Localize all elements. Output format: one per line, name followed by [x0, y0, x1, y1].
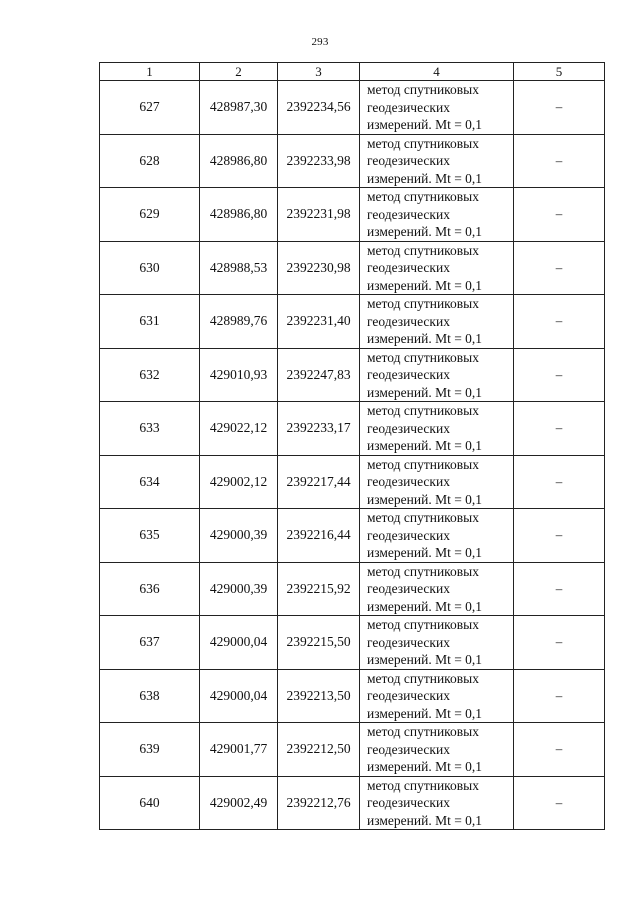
method-line-1: метод спутниковых: [367, 563, 479, 579]
point-number: 636: [100, 562, 200, 616]
method-line-1: метод спутниковых: [367, 349, 479, 365]
point-number: 630: [100, 241, 200, 295]
method-line-3: измерений. Mt = 0,1: [367, 491, 483, 507]
point-number: 633: [100, 402, 200, 456]
method-line-1: метод спутниковых: [367, 724, 479, 739]
method-line-3: измерений. Mt = 0,1: [367, 652, 483, 667]
coordinate-y: 2392216,44: [278, 509, 360, 563]
note: –: [514, 81, 605, 135]
method-line-3: измерений. Mt = 0,1: [367, 117, 483, 132]
method-line-1: метод спутниковых: [367, 403, 479, 418]
point-number: 628: [100, 134, 200, 188]
method-line-1: метод спутниковых: [367, 777, 479, 793]
method-line-1: метод спутниковых: [367, 135, 479, 151]
coordinate-x: 429000,39: [200, 562, 278, 616]
point-number: 635: [100, 509, 200, 563]
note: –: [514, 295, 605, 349]
note: –: [514, 348, 605, 402]
header-row: [100, 63, 605, 81]
method-line-3: измерений. Mt = 0,1: [367, 224, 483, 239]
table-row: [100, 509, 605, 563]
table-row: [100, 669, 605, 723]
method-line-1: метод спутниковых: [367, 617, 479, 632]
point-number: 631: [100, 295, 200, 349]
point-number: 637: [100, 616, 200, 670]
measurement-method: [360, 295, 514, 349]
table-row: [100, 134, 605, 188]
point-number: 627: [100, 81, 200, 135]
coordinate-x: 429001,77: [200, 723, 278, 777]
method-line-2: геодезических: [367, 367, 450, 382]
note: –: [514, 241, 605, 295]
table-row: [100, 241, 605, 295]
method-line-2: геодезических: [367, 741, 450, 757]
measurement-method: [360, 402, 514, 456]
coordinate-y: 2392213,50: [278, 669, 360, 723]
coordinate-x: 429000,39: [200, 509, 278, 563]
coordinate-y: 2392212,50: [278, 723, 360, 777]
method-line-3: измерений. Mt = 0,1: [367, 438, 483, 453]
point-number: 632: [100, 348, 200, 402]
coordinate-y: 2392231,40: [278, 295, 360, 349]
coordinate-y: 2392233,17: [278, 402, 360, 456]
note: –: [514, 188, 605, 242]
coordinate-x: 428988,53: [200, 241, 278, 295]
coordinate-x: 429000,04: [200, 616, 278, 670]
coordinate-x: 429010,93: [200, 348, 278, 402]
coordinate-x: 429002,49: [200, 776, 278, 830]
method-line-2: геодезических: [367, 153, 450, 168]
note: –: [514, 509, 605, 563]
method-line-3: измерений. Mt = 0,1: [367, 170, 483, 186]
method-line-3: измерений. Mt = 0,1: [367, 598, 483, 614]
coordinate-x: 429002,12: [200, 455, 278, 509]
note: –: [514, 669, 605, 723]
point-number: 639: [100, 723, 200, 777]
table-row: [100, 402, 605, 456]
method-line-3: измерений. Mt = 0,1: [367, 705, 483, 721]
method-line-2: геодезических: [367, 581, 450, 596]
method-line-3: измерений. Mt = 0,1: [367, 545, 483, 560]
method-line-2: геодезических: [367, 634, 450, 650]
method-line-1: метод спутниковых: [367, 242, 479, 258]
method-line-1: метод спутниковых: [367, 296, 479, 311]
note: –: [514, 134, 605, 188]
coordinate-y: 2392230,98: [278, 241, 360, 295]
point-number: 638: [100, 669, 200, 723]
note: –: [514, 562, 605, 616]
table-row: [100, 348, 605, 402]
coordinate-x: 429000,04: [200, 669, 278, 723]
table-body: [100, 81, 605, 830]
table-row: [100, 562, 605, 616]
coordinate-y: 2392247,83: [278, 348, 360, 402]
method-line-2: геодезических: [367, 313, 450, 329]
coordinate-y: 2392233,98: [278, 134, 360, 188]
coordinate-x: 428987,30: [200, 81, 278, 135]
header-col-1: 1: [100, 63, 200, 81]
method-line-2: геодезических: [367, 474, 450, 489]
measurement-method: [360, 241, 514, 295]
measurement-method: [360, 616, 514, 670]
note: –: [514, 402, 605, 456]
coordinate-y: 2392234,56: [278, 81, 360, 135]
coordinate-x: 428986,80: [200, 134, 278, 188]
point-number: 640: [100, 776, 200, 830]
note: –: [514, 616, 605, 670]
measurement-method: [360, 723, 514, 777]
coordinate-y: 2392215,92: [278, 562, 360, 616]
table-row: [100, 455, 605, 509]
coordinate-y: 2392217,44: [278, 455, 360, 509]
method-line-3: измерений. Mt = 0,1: [367, 812, 483, 828]
table-header: [100, 63, 605, 81]
header-col-2: 2: [200, 63, 278, 81]
method-line-1: метод спутниковых: [367, 510, 479, 525]
method-line-2: геодезических: [367, 260, 450, 275]
measurement-method: [360, 134, 514, 188]
method-line-2: геодезических: [367, 420, 450, 436]
point-number: 634: [100, 455, 200, 509]
measurement-method: [360, 776, 514, 830]
method-line-1: метод спутниковых: [367, 189, 479, 204]
table-row: [100, 723, 605, 777]
coordinate-x: 428986,80: [200, 188, 278, 242]
table-row: [100, 188, 605, 242]
page-number: 293: [311, 36, 329, 48]
table-row: [100, 616, 605, 670]
table-row: [100, 81, 605, 135]
measurement-method: [360, 455, 514, 509]
coordinate-y: 2392231,98: [278, 188, 360, 242]
method-line-3: измерений. Mt = 0,1: [367, 759, 483, 774]
coordinate-x: 429022,12: [200, 402, 278, 456]
method-line-2: геодезических: [367, 206, 450, 222]
note: –: [514, 776, 605, 830]
measurement-method: [360, 509, 514, 563]
measurement-method: [360, 348, 514, 402]
table-row: [100, 776, 605, 830]
coordinates-table: [99, 62, 605, 830]
method-line-1: метод спутниковых: [367, 670, 479, 686]
coordinate-y: 2392212,76: [278, 776, 360, 830]
method-line-2: геодезических: [367, 99, 450, 115]
method-line-1: метод спутниковых: [367, 456, 479, 472]
method-line-3: измерений. Mt = 0,1: [367, 331, 483, 346]
method-line-2: геодезических: [367, 688, 450, 703]
point-number: 629: [100, 188, 200, 242]
header-col-5: 5: [514, 63, 605, 81]
coordinate-x: 428989,76: [200, 295, 278, 349]
measurement-method: [360, 188, 514, 242]
method-line-2: геодезических: [367, 527, 450, 543]
note: –: [514, 723, 605, 777]
method-line-3: измерений. Mt = 0,1: [367, 384, 483, 400]
measurement-method: [360, 562, 514, 616]
method-line-3: измерений. Mt = 0,1: [367, 277, 483, 293]
method-line-1: метод спутниковых: [367, 82, 479, 97]
measurement-method: [360, 669, 514, 723]
coordinate-y: 2392215,50: [278, 616, 360, 670]
measurement-method: [360, 81, 514, 135]
note: –: [514, 455, 605, 509]
header-col-3: 3: [278, 63, 360, 81]
method-line-2: геодезических: [367, 795, 450, 810]
table-row: [100, 295, 605, 349]
header-col-4: 4: [360, 63, 514, 81]
